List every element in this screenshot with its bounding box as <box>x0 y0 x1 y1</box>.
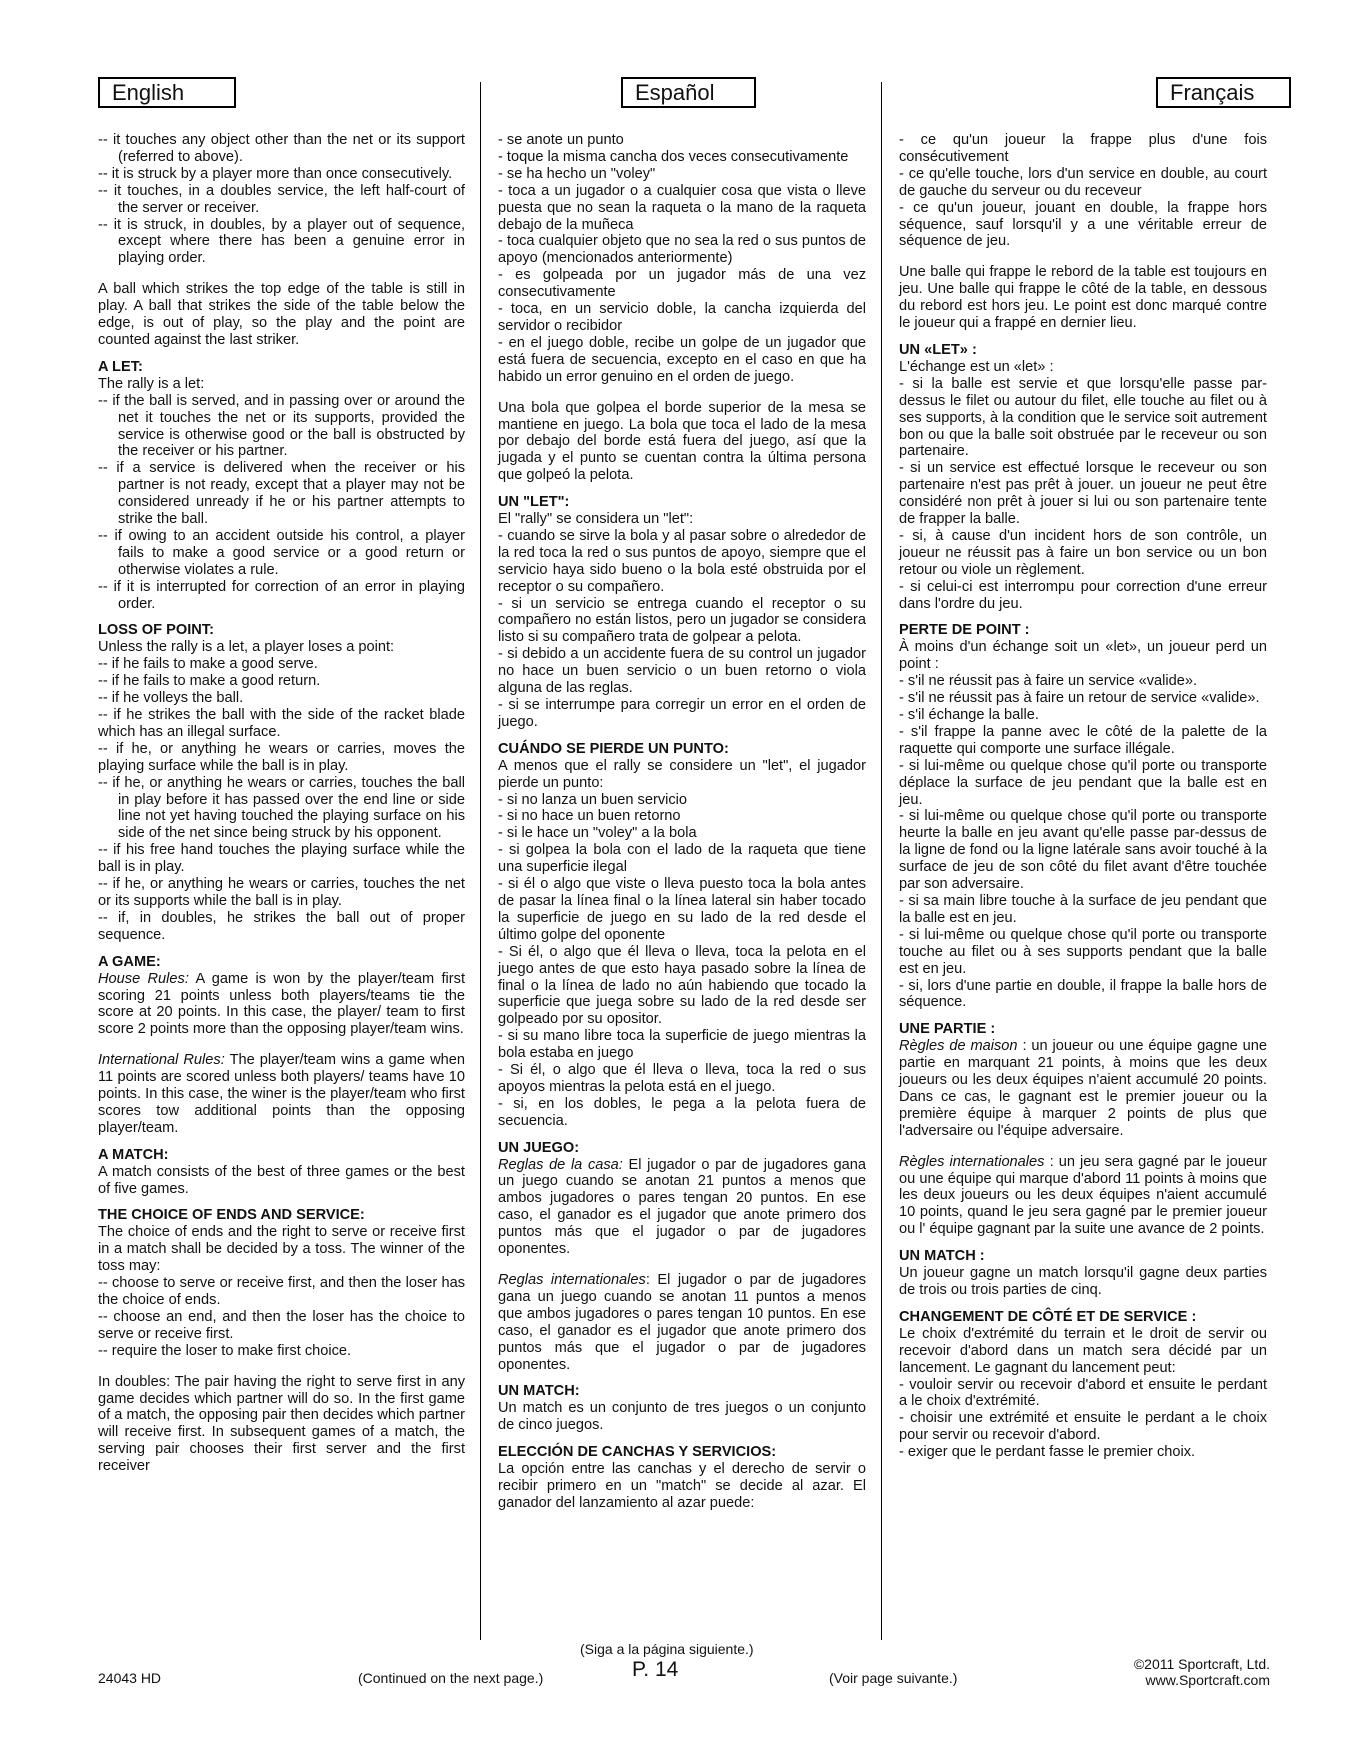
paragraph: L'échange est un «let» : <box>899 358 1054 375</box>
paragraph: - toca a un jugador o a cualquier cosa que vista o lleve puesta que no sean la raqueta o la mano de la raqueta debajo de la muñeca <box>498 182 866 233</box>
paragraph: - si sa main libre touche à la surface de jeu pendant que la balle est en jeu. <box>899 892 1267 926</box>
section-heading: UN JUEGO: <box>498 1139 580 1156</box>
paragraph: - s'il frappe la panne avec le côté de la palette de la raquette qui comporte une surface illégale. <box>899 723 1267 757</box>
paragraph: Un joueur gagne un match lorsqu'il gagne deux parties de trois ou trois parties de cinq. <box>899 1265 1267 1298</box>
paragraph: -- if he, or anything he wears or carries, touches the net or its supports while the ball is in play. <box>98 876 465 909</box>
paragraph: - toca, en un servicio doble, la cancha izquierda del servidor o recibidor <box>498 301 866 334</box>
paragraph: -- choose to serve or receive first, and then the loser has the choice of ends. <box>98 1275 465 1308</box>
paragraph: Une balle qui frappe le rebord de la table est toujours en jeu. Une balle qui frappe le côté de la table, en dessous du rebord est hors jeu. Le point est donc marqué contre le joueur qui a frappé en dernier lieu. <box>899 264 1267 332</box>
paragraph: -- if he volleys the ball. <box>98 690 244 707</box>
international-rules-label: Règles internationales <box>899 1153 1045 1170</box>
section-heading: UN "LET": <box>498 494 570 511</box>
paragraph: - si no hace un buen retorno <box>498 808 681 825</box>
paragraph: - si un servicio se entrega cuando el receptor o su compañero no están listos, pero un jugador se considera listo si su compañero trata de golpear a pelota. <box>498 595 866 646</box>
paragraph: - Si él, o algo que él lleva o lleva, toca la pelota en el juego antes de que esto haya pasado sobre la línea de final o la línea de lado no aún habiendo que tocado la superficie que juega sobre su lado de la red desde ser golpeado por su opositor. <box>498 943 866 1028</box>
paragraph: -- if he fails to make a good serve. <box>98 656 318 673</box>
section-heading: A LET: <box>98 358 143 375</box>
section-heading: A GAME: <box>98 953 161 970</box>
section-heading: PERTE DE POINT : <box>899 622 1030 639</box>
english-section-label: English <box>98 77 236 108</box>
paragraph: - si lui-même ou quelque chose qu'il porte ou transporte touche au filet ou à ses supports pendant que la balle est en jeu. <box>899 926 1267 977</box>
paragraph: The choice of ends and the right to serve or receive first in a match shall be decided by a toss. The winner of the toss may: <box>98 1224 465 1275</box>
paragraph: - si golpea la bola con el lado de la raqueta que tiene una superficie ilegal <box>498 842 866 876</box>
paragraph: - si su mano libre toca la superficie de juego mientras la bola estaba en juego <box>498 1028 866 1062</box>
paragraph: - toque la misma cancha dos veces consecutivamente <box>498 148 849 165</box>
house-rules-label: House Rules: <box>98 970 189 987</box>
paragraph: A match consists of the best of three games or the best of five games. <box>98 1163 465 1197</box>
paragraph: A ball which strikes the top edge of the table is still in play. A ball that strikes the side of the table below the edge, is out of play, so the play and the point are counted against the last striker. <box>98 281 465 348</box>
paragraph: - choisir une extrémité et ensuite le perdant a le choix pour servir ou recevoir d'abord. <box>899 1410 1267 1444</box>
paragraph: - si, lors d'une partie en double, il frappe la balle hors de séquence. <box>899 977 1267 1011</box>
paragraph: -- it is struck, in doubles, by a player out of sequence, except where there has been a genuine error in playing order. <box>98 216 465 267</box>
paragraph-text: The player/team wins a game when 11 points are scored unless both players/ teams have 10 points. In this case, the winer is the player/team who first scores tow additional points than the opposing player/team. <box>98 1052 466 1136</box>
paragraph: - si no lanza un buen servicio <box>498 791 688 808</box>
paragraph: - en el juego doble, recibe un golpe de un jugador que está fuera de secuencia, excepto en el caso en que ha habido un error genuino en el orden de juego. <box>498 334 866 385</box>
paragraph: - si, à cause d'un incident hors de son contrôle, un joueur ne réussit pas à faire un bon service ou un bon retour ou viole un règlement. <box>899 527 1267 578</box>
paragraph: -- if he, or anything he wears or carries, moves the playing surface while the ball is in play. <box>98 740 465 774</box>
paragraph: - s'il ne réussit pas à faire un service «valide». <box>899 673 1198 690</box>
website: www.Sportcraft.com <box>1145 1672 1270 1688</box>
paragraph-text: El jugador o par de jugadores gana un juego cuando se anotan 21 puntos a menos que ambos jugadores o pares tengan 20 puntos. En ese caso, el ganador es el jugador que anote primero dos puntos más que el jugador o par de jugadores oponentes. <box>498 1156 866 1258</box>
section-heading: THE CHOICE OF ENDS AND SERVICE: <box>98 1207 365 1224</box>
continued-note-english: (Continued on the next page.) <box>358 1670 544 1686</box>
paragraph: - s'il échange la balle. <box>899 707 1039 723</box>
paragraph: - si celui-ci est interrompu pour correction d'une erreur dans l'ordre du jeu. <box>899 578 1267 612</box>
paragraph-text: A game is won by the player/team first scoring 21 points unless both players/teams tie the score at 20 points. In this case, the player/ team to first score 2 points more than the opposing player/team wins. <box>98 970 466 1038</box>
column-divider <box>881 82 882 1640</box>
copyright: ©2011 Sportcraft, Ltd. <box>1133 1656 1270 1672</box>
paragraph: - ce qu'un joueur, jouant en double, la frappe hors séquence, sauf lorsqu'il y a une véritable erreur de séquence de jeu. <box>899 199 1267 250</box>
page-number: P. 14 <box>632 1658 679 1681</box>
paragraph: - si él o algo que viste o lleva puesto toca la bola antes de pasar la línea final o la línea lateral sin haber tocado la superficie de juego en su lado de la red desde el último golpe del oponente <box>498 876 866 943</box>
paragraph: - si debido a un accidente fuera de su control un jugador no hace un buen servicio o un buen retorno o viola alguna de las reglas. <box>498 646 866 697</box>
paragraph-text: : un jeu sera gagné par le joueur ou une équipe qui marque d'abord 11 points à moins que les deux joueurs ou les deux équipes n'aient accumulé 10 points, quand le jeu sera gagné par le premier joueur ou l' équipe gagnant par la suite une avance de 2 points. <box>899 1153 1268 1238</box>
paragraph: - si un service est effectué lorsque le receveur ou son partenaire n'est pas prêt à jouer. un joueur ne peut être considéré non prêt à jouer si lui ou son partenaire tente de frapper la balle. <box>899 460 1267 528</box>
paragraph: El "rally" se considera un "let": <box>498 511 694 528</box>
paragraph: A menos que el rally se considere un "let", el jugador pierde un punto: <box>498 757 866 791</box>
paragraph: -- if it is interrupted for correction of an error in playing order. <box>98 578 465 612</box>
section-heading: UN MATCH: <box>498 1383 580 1400</box>
paragraph: - se ha hecho un "voley" <box>498 165 656 182</box>
paragraph: - se anote un punto <box>498 132 624 148</box>
french-column <box>899 132 1267 1461</box>
paragraph: - Si él, o algo que él lleva o lleva, toca la red o sus apoyos mientras la pelota está en el juego. <box>498 1062 866 1095</box>
paragraph: -- it touches any object other than the net or its support (referred to above). <box>98 132 465 165</box>
continued-note-french: (Voir page suivante.) <box>829 1670 958 1686</box>
paragraph: -- choose an end, and then the loser has the choice to serve or receive first. <box>98 1308 465 1342</box>
paragraph: - exiger que le perdant fasse le premier choix. <box>899 1444 1196 1461</box>
paragraph <box>498 1272 866 1373</box>
paragraph: -- if a service is delivered when the receiver or his partner is not ready, except that a player may not be considered unready if he or his partner attempts to strike the ball. <box>98 460 465 528</box>
paragraph: -- if he, or anything he wears or carries, touches the ball in play before it has passed over the end line or side line not yet having touched the playing surface on his side of the net since being struck by his opponent. <box>98 774 465 842</box>
paragraph <box>98 1052 465 1137</box>
section-heading: LOSS OF POINT: <box>98 622 214 639</box>
paragraph: The rally is a let: <box>98 375 205 392</box>
paragraph: Una bola que golpea el borde superior de la mesa se mantiene en juego. La bola que toca el lado de la mesa por debajo del borde está fuera del juego, así que la jugada y el punto se cuentan contra la última persona que golpeó la pelota. <box>498 399 866 484</box>
paragraph: À moins d'un échange soit un «let», un joueur perd un point : <box>899 639 1267 673</box>
paragraph: - si la balle est servie et que lorsqu'elle passe par-dessus le filet ou autour du filet, elle touche au filet ou à ses supports, à la condition que le service soit autrement bon ou que la balle soit obstruée par le receveur ou son partenaire. <box>899 375 1267 460</box>
paragraph: - si lui-même ou quelque chose qu'il porte ou transporte déplace la surface de jeu pendant que la balle est en jeu. <box>899 757 1267 808</box>
section-heading: CUÁNDO SE PIERDE UN PUNTO: <box>498 740 729 757</box>
international-rules-label: Reglas internationales <box>498 1272 646 1288</box>
paragraph: -- it touches, in a doubles service, the left half-court of the server or receiver. <box>98 182 465 216</box>
paragraph: - es golpeada por un jugador más de una vez consecutivamente <box>498 267 866 301</box>
paragraph: -- if his free hand touches the playing surface while the ball is in play. <box>98 842 465 876</box>
paragraph-text: : El jugador o par de jugadores gana un juego cuando se anotan 11 puntos a menos que ambos jugadores o pares tengan 10 puntos. En ese caso, el ganador es el jugador que anote primero dos puntos más que el jugador o par de jugadores oponentes. <box>498 1272 866 1373</box>
paragraph: Le choix d'extrémité du terrain et le droit de servir ou recevoir d'abord dans un match sera décidé par un lancement. Le gagnant du lancement peut: <box>899 1325 1267 1376</box>
paragraph: -- it is struck by a player more than once consecutively. <box>98 165 453 182</box>
house-rules-label: Règles de maison <box>899 1038 1018 1055</box>
french-section-label: Français <box>1156 77 1291 108</box>
paragraph: - cuando se sirve la bola y al pasar sobre o alrededor de la red toca la red o sus puntos de apoyo, siempre que el servicio haya sido bueno o la bola esté obstruida por el receptor o su compañero. <box>498 527 866 595</box>
paragraph: - ce qu'un joueur la frappe plus d'une fois consécutivement <box>899 132 1267 165</box>
paragraph: - toca cualquier objeto que no sea la red o sus puntos de apoyo (mencionados anteriormente) <box>498 233 866 267</box>
paragraph: Un match es un conjunto de tres juegos o un conjunto de cinco juegos. <box>498 1400 866 1434</box>
paragraph <box>498 1157 866 1258</box>
paragraph: Unless the rally is a let, a player loses a point: <box>98 639 395 656</box>
paragraph: - si lui-même ou quelque chose qu'il porte ou transporte heurte la balle en jeu avant qu'elle passe par-dessus de la ligne de fond ou la ligne latérale sans avoir touché à la surface de jeu de son côté du filet avant d'être touchée par son adversaire. <box>899 808 1267 893</box>
section-heading: ELECCIÓN DE CANCHAS Y SERVICIOS: <box>498 1444 777 1461</box>
paragraph <box>98 971 465 1039</box>
section-heading: CHANGEMENT DE CÔTÉ ET DE SERVICE : <box>899 1308 1197 1325</box>
paragraph-text: : un joueur ou une équipe gagne une partie en marquant 21 points, à moins que les deux joueurs ou les deux équipes n'aient accumulé 20 points. Dans ce cas, le gagnant est le premier joueur ou la première équipe à marquer 2 points de plus que l'adversaire ou l'équipe adversaire. <box>899 1038 1267 1139</box>
spanish-column <box>498 132 866 1512</box>
model-number: 24043 HD <box>98 1670 162 1686</box>
paragraph: -- if, in doubles, he strikes the ball out of proper sequence. <box>98 909 465 943</box>
paragraph: -- if the ball is served, and in passing over or around the net it touches the net or its supports, provided the service is otherwise good or the ball is obstructed by the receiver or his partner. <box>98 392 465 460</box>
column-divider <box>480 82 481 1640</box>
paragraph: -- require the loser to make first choice. <box>98 1342 352 1359</box>
paragraph: - si se interrumpe para corregir un error en el orden de juego. <box>498 697 866 730</box>
paragraph: - vouloir servir ou recevoir d'abord et ensuite le perdant a le choix d'extrémité. <box>899 1376 1267 1410</box>
paragraph <box>899 1154 1267 1239</box>
paragraph: -- if he strikes the ball with the side of the racket blade which has an illegal surface. <box>98 707 465 740</box>
paragraph: - si, en los dobles, le pega a la pelota fuera de secuencia. <box>498 1095 866 1129</box>
paragraph: - ce qu'elle touche, lors d'un service en double, au court de gauche du serveur ou du receveur <box>899 165 1267 199</box>
paragraph: - si le hace un "voley" a la bola <box>498 825 697 842</box>
spanish-section-label: Español <box>621 77 756 108</box>
section-heading: UNE PARTIE : <box>899 1021 996 1038</box>
paragraph <box>899 1038 1267 1139</box>
international-rules-label: International Rules: <box>98 1052 225 1069</box>
section-heading: UN «LET» : <box>899 341 977 358</box>
paragraph: -- if he fails to make a good return. <box>98 673 321 690</box>
paragraph: In doubles: The pair having the right to serve first in any game decides which partner will do so. In the first game of a match, the opposing pair then decides which partner will receive first. In subsequent games of a match, the serving pair chooses their first server and the first receiver <box>98 1373 465 1475</box>
section-heading: A MATCH: <box>98 1146 169 1163</box>
continued-note-spanish: (Siga a la página siguiente.) <box>580 1641 754 1657</box>
paragraph: -- if owing to an accident outside his control, a player fails to make a good service or a good return or otherwise violates a rule. <box>98 527 465 578</box>
paragraph: - s'il ne réussit pas à faire un retour de service «valide». <box>899 690 1260 707</box>
house-rules-label: Reglas de la casa: <box>498 1156 623 1173</box>
english-column <box>98 132 465 1475</box>
paragraph: La opción entre las canchas y el derecho de servir o recibir primero en un "match" se decide al azar. El ganador del lanzamiento al azar puede: <box>498 1461 866 1511</box>
section-heading: UN MATCH : <box>899 1248 985 1265</box>
